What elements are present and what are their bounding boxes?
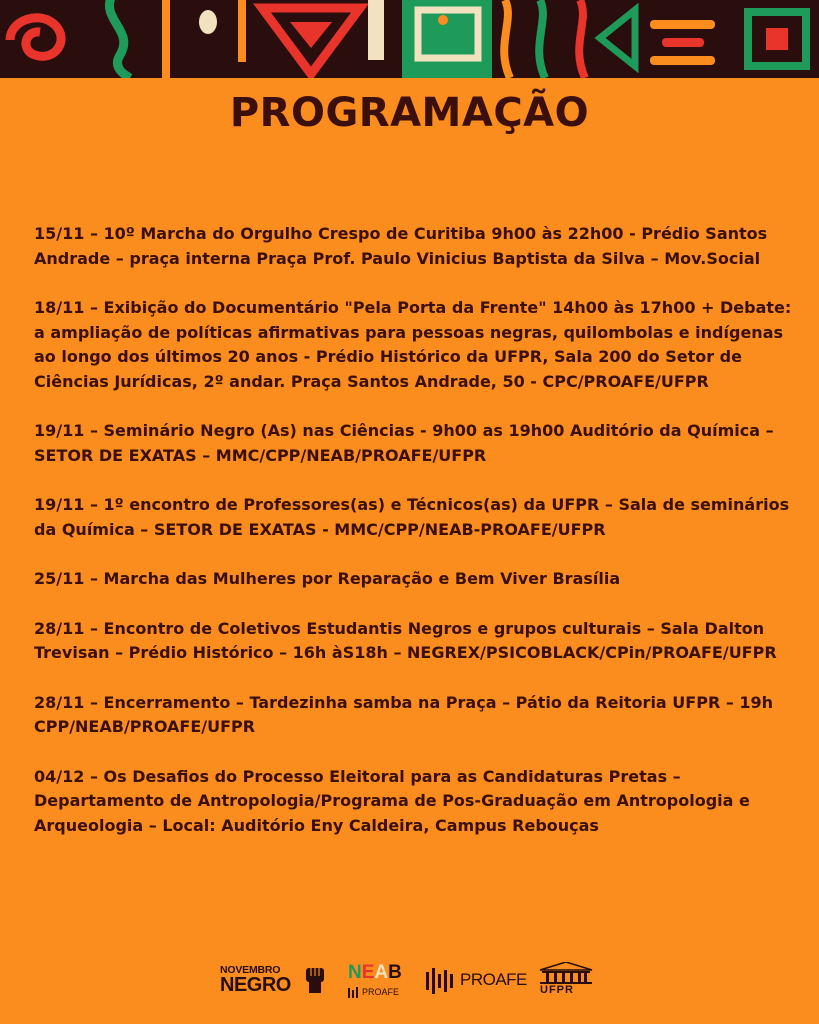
negro-label: NEGRO <box>220 974 291 996</box>
building-icon <box>538 962 594 984</box>
raised-fist-icon <box>304 966 326 994</box>
footer-logos <box>220 960 600 1004</box>
neab-letter: E <box>361 962 375 983</box>
neab-letter: N <box>348 962 362 983</box>
neab-label <box>348 962 402 984</box>
barcode-icon <box>426 968 456 994</box>
event-item: 25/11 – Marcha das Mulheres por Reparação e Bem Viver Brasília <box>34 569 621 588</box>
proafe-label: PROAFE <box>460 970 527 989</box>
event-item: 15/11 – 10º Marcha do Orgulho Crespo de Curitiba 9h00 às 22h00 - Prédio Santos Andrade – praça interna Praça Prof. Paulo Vinicius Baptista da Silva – Mov.Social <box>34 224 768 268</box>
neab-sub-label: PROAFE <box>362 987 400 997</box>
neab-letter: B <box>388 962 402 983</box>
page-title: PROGRAMAÇÃO <box>229 90 590 136</box>
event-item: 19/11 – Seminário Negro (As) nas Ciências - 9h00 as 19h00 Auditório da Química – SETOR DE EXATAS – MMC/CPP/NEAB/PROAFE/UFPR <box>34 421 774 465</box>
event-item: 28/11 – Encerramento – Tardezinha samba na Praça – Pátio da Reitoria UFPR – 19h CPP/NEAB/PROAFE/UFPR <box>34 692 774 736</box>
ufpr-label: UFPR <box>540 984 574 996</box>
proafe-logo <box>426 960 526 1004</box>
decorative-banner <box>0 0 819 78</box>
neab-logo <box>348 960 410 1004</box>
event-item: 19/11 – 1º encontro de Professores(as) e Técnicos(as) da UFPR – Sala de seminários da Química – SETOR DE EXATAS - MMC/CPP/NEAB-PROAFE/UFPR <box>34 495 790 539</box>
event-item: 28/11 – Encontro de Coletivos Estudantis Negros e grupos culturais – Sala Dalton Trevisan – Prédio Histórico – 16h àS18h – NEGREX/PSICOBLACK/CPin/PROAFE/UFPR <box>34 618 777 662</box>
event-item: 04/12 – Os Desafios do Processo Eleitoral para as Candidaturas Pretas – Departamento de Antropologia/Programa de Pos-Graduação em Antropologia e Arqueologia – Local: Auditório Eny Caldeira, Campus Rebouças <box>34 766 750 835</box>
bars-icon <box>348 987 360 999</box>
neab-letter: A <box>374 962 389 983</box>
ufpr-logo <box>536 960 598 1004</box>
novembro-label: NOVEMBRO <box>220 964 281 976</box>
event-list <box>34 222 794 863</box>
tribal-pattern-icon <box>0 0 819 78</box>
novembro-negro-logo <box>220 960 330 1004</box>
event-item: 18/11 – Exibição do Documentário "Pela Porta da Frente" 14h00 às 17h00 + Debate: a ampliação de políticas afirmativas para pessoas negras, quilombolas e indígenas ao longo dos últimos 20 anos - Prédio Histórico da UFPR, Sala 200 do Setor de Ciências Jurídicas, 2º andar. Praça Santos Andrade, 50 - CPC/PROAFE/UFPR <box>34 298 792 391</box>
